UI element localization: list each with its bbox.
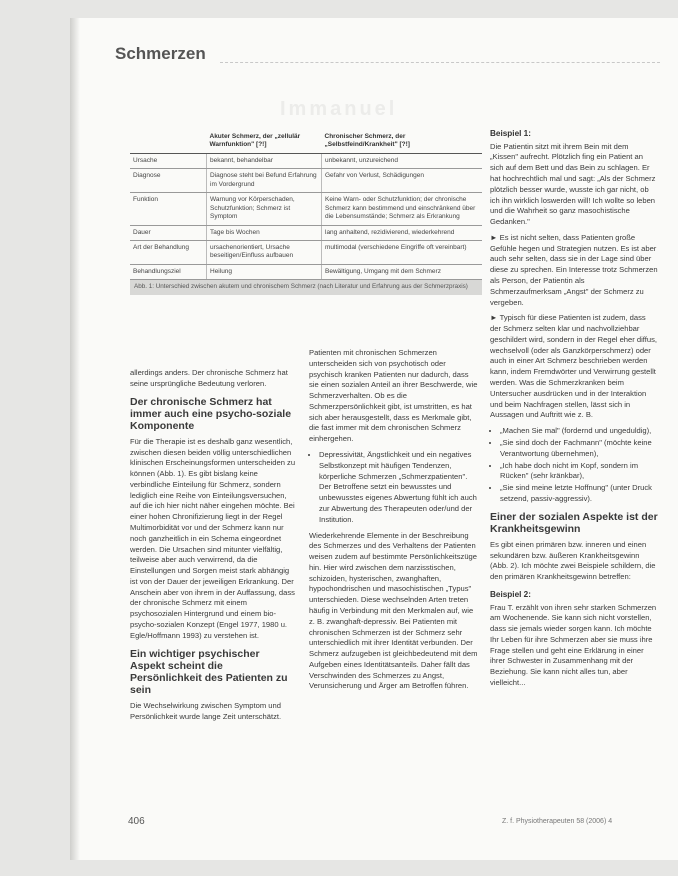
row-label: Diagnose	[130, 169, 207, 193]
table-cell: Warnung vor Körperschaden, Schutzfunktion; Schmerz ist Symptom	[207, 193, 322, 225]
table-cell: multimodal (verschiedene Eingriffe oft vereinbart)	[322, 240, 483, 264]
list-item: • „Machen Sie mal" (fordernd und ungeduldig),	[500, 426, 658, 437]
list-item: • Depressivität, Ängstlichkeit und ein negatives Selbstkonzept mit häufigen Tendenzen, körperliche Schmerzen „Schmerzpatienten". Der Betroffene setzt ein bewusstes und unbewusstes eigenes Abwertung fühlt ich auch zur Abwertung des Therapeuten oder/und der Institution.	[319, 450, 479, 525]
table-row	[130, 225, 482, 240]
subheading: Ein wichtiger psychischer Aspekt scheint die Persönlichkeit des Patienten zu sein	[130, 647, 288, 696]
arrow-paragraph	[490, 233, 658, 308]
paragraph: Patienten mit chronischen Schmerzen unterscheiden sich von psychotisch oder psychisch kranken Patienten nur dadurch, dass sie einen sozialen Anteil an ihrer Beschwerde, wie Schmerzverhalten. Ob es die Schmerzpersönlichkeit gibt, ist umstritten, es hat sich aber herausgestellt, dass es Merkmale gibt, die fast immer mit dem chronischen Schmerz einhergehen.	[309, 348, 478, 444]
row-label: Funktion	[130, 193, 207, 225]
paragraph: Wiederkehrende Elemente in der Beschreibung des Schmerzes und des Verhaltens der Patienten weisen zudem auf bestimmte Persönlichkeitszüge hin. Hier wird zwischen dem narzisstischen, schizoiden, hysterischen, zwanghaften, hypochondrischen und masochistischen „Typus" unterschieden. Diese wechselnden Arten treten häufig in Verbindung mit den Merkmalen auf, wie z. B. zwanghaft-depressiv. Bei Patienten mit chronischen Schmerzen ist der Schmerz sehr unterschiedlich mit ihrer Identität verbunden. Der Schmerz aufzugeben ist gleichbedeutend mit dem Aufgeben eines Identitätsanteils. Daher fällt das Verschwinden des Schmerzes zu Angst, Verunsicherung und Ärger am Betroffen führen.	[309, 530, 478, 691]
table-header-cell	[130, 130, 207, 153]
journal-source: Z. f. Physiotherapeuten 58 (2006) 4	[502, 818, 613, 825]
comparison-table	[130, 130, 482, 358]
table-row	[130, 153, 482, 168]
table-cell: Gefahr von Verlust, Schädigungen	[322, 169, 483, 193]
section-title: Schmerzen	[115, 44, 206, 63]
table-row	[130, 169, 482, 193]
table-row	[130, 193, 482, 225]
table-row	[130, 240, 482, 264]
row-label: Dauer	[130, 225, 207, 240]
quote-list	[490, 426, 658, 504]
table-cell: Bewältigung, Umgang mit dem Schmerz	[322, 264, 483, 279]
watermark: Immanuel	[280, 98, 398, 120]
subheading: Einer der sozialen Aspekte ist der Krankheitsgewinn	[490, 510, 658, 535]
page-number: 406	[128, 816, 145, 827]
row-label: Behandlungsziel	[130, 264, 207, 279]
bullet-list	[309, 450, 479, 525]
paragraph: allerdings anders. Der chronische Schmerz hat seine ursprüngliche Bedeutung verloren.	[130, 368, 288, 388]
table-header-row	[130, 130, 482, 153]
arrow-paragraph-text: Typisch für diese Patienten ist zudem, dass der Schmerz selten klar und nachvollziehbar geschildert wird, sondern in der Regel eher diffus, wechselvoll (oder als Ganzkörperschmerz) oder auch in einer Art Schmerz beschrieben werden kann, indem Fremdwörter und Verwirrung gestellt werden. Was die Schmerzkranken beim Untersucher ausdrücken und in der Interaktion und beim Nachfragen stellen, lässt sich in Aussagen und Auftritt wie z. B.	[490, 313, 658, 420]
list-item: • „Sie sind meine letzte Hoffnung" (unter Druck setzend, passiv-aggressiv).	[500, 483, 658, 505]
table-cell: lang anhaltend, rezidivierend, wiederkehrend	[322, 225, 483, 240]
document-page	[70, 18, 678, 860]
table-cell: Heilung	[207, 264, 322, 279]
left-text-column	[130, 368, 296, 727]
table-cell: Tage bis Wochen	[207, 225, 322, 240]
table-header-cell: Chronischer Schmerz, der „Selbstfeind/Krankheit" [?!]	[322, 130, 483, 153]
paragraph: Es gibt einen primären bzw. inneren und einen sekundären bzw. äußeren Krankheitsgewinn (Abb. 2). Ich möchte zwei Beispiele schildern, die den primären Krankheitsgewinn betreffen:	[490, 539, 656, 582]
example-title: Beispiel 1:	[490, 129, 531, 138]
list-item: • „Sie sind doch der Fachmann" (möchte keine Verantwortung übernehmen),	[500, 438, 658, 460]
table-row	[130, 264, 482, 279]
paragraph: Für die Therapie ist es deshalb ganz wesentlich, zwischen diesen beiden völlig unterschiedlichen klinischen Erscheinungsformen unterscheiden zu können (Abb. 1). Es gibt bislang keine verbindliche Einteilung für Schmerz, sondern lediglich eine Reihe von Einteilungsversuchen, auf die ich hier nicht näher eingehen möchte. Bei einer hohen Chronifizierung liegt in der Regel Multimorbidität vor und der Schmerz kann nur noch ganzheitlich in ein Schema eingeordnet werden. Die Ursachen sind mitunter vielfältig, teilweise aber auch verwirrend, da die Einstellungen und Sorgen meist stark abhängig ist von der Dauer der jeweiligen Erkrankung. Der Anschein aber von ihrem in der Auffassung, dass der chronische Schmerz mit einem psychosozialen Hintergrund und einem bio-psycho-sozialen Konzept (Engel 1977, 1980 u. Egle/Hoffmann 1993) zu verstehen ist.	[130, 436, 296, 640]
arrow-right-icon: ►	[490, 313, 500, 323]
title-divider	[220, 62, 660, 63]
paragraph: Frau T. erzählt von ihren sehr starken Schmerzen am Wochenende. Sie kann sich nicht vorstellen, dass sie jemals wieder sorgen kann. Ich möchte Ihr Leben für ihre Schmerzen aber sie muss ihre Frage stellen und geht eine Erklärung in einer ihrer Schwester in Zusammenhang mit der Beziehung. Sie kann nicht alles tun, aber vielleicht...	[490, 602, 657, 687]
arrow-paragraph-text: Es ist nicht selten, dass Patienten große Gefühle hegen und Strategien nutzen. Es ist aber auch sehr selten, dass sie in der Lage sind über diese zu sprechen. Ein Interesse trotz Schmerzen als Person, der Patientin als Schmerzaufmerksam „Angst" der Schmerz zu vergeben.	[490, 232, 658, 307]
page-binding-shadow	[70, 18, 80, 860]
table-header-cell: Akuter Schmerz, der „zellulär Warnfunktion" [?!]	[207, 130, 322, 153]
table-cell: bekannt, behandelbar	[207, 153, 322, 168]
arrow-right-icon: ►	[490, 232, 500, 242]
paragraph: Die Wechselwirkung zwischen Symptom und Persönlichkeit wurde lange Zeit unterschätzt.	[130, 700, 282, 721]
table-cell: Diagnose steht bei Befund Erfahrung im Vordergrund	[207, 169, 322, 193]
list-item: • „Ich habe doch nicht im Kopf, sondern im Rücken" (sehr kränkbar),	[500, 461, 658, 483]
paragraph: Die Patientin sitzt mit ihrem Bein mit dem „Kissen" aufrecht. Plötzlich fing ein Patient an sich auf dem Bett und das Bein zu schlagen. Er hat hochrechtlich mal und sagt: „Als der Schmerz plötzlich besser wurde, wusste ich gar nicht, ob ich ihn wirklich loswerden will! Ich wollte so leben und die Wahrheit so ganz masochistische Gedanken."	[490, 141, 656, 227]
row-label: Ursache	[130, 153, 207, 168]
table-cell: Keine Warn- oder Schutzfunktion; der chronische Schmerz kann bestimmend und einschränkend über die Lebensumstände; Schmerz als Erkrankung	[322, 193, 483, 225]
table-caption: Abb. 1: Unterschied zwischen akutem und chronischem Schmerz (nach Literatur und Erfahrung aus der Schmerzpraxis)	[130, 280, 482, 295]
table-cell: unbekannt, unzureichend	[322, 153, 483, 168]
table-cell: ursachenorientiert, Ursache beseitigen/Einfluss aufbauen	[207, 240, 322, 264]
arrow-paragraph	[490, 313, 658, 421]
row-label: Art der Behandlung	[130, 240, 207, 264]
middle-text-column	[309, 348, 479, 697]
right-text-column	[490, 122, 658, 694]
subheading: Der chronische Schmerz hat immer auch eine psycho-soziale Komponente	[130, 395, 292, 432]
example-title: Beispiel 2:	[490, 589, 531, 599]
